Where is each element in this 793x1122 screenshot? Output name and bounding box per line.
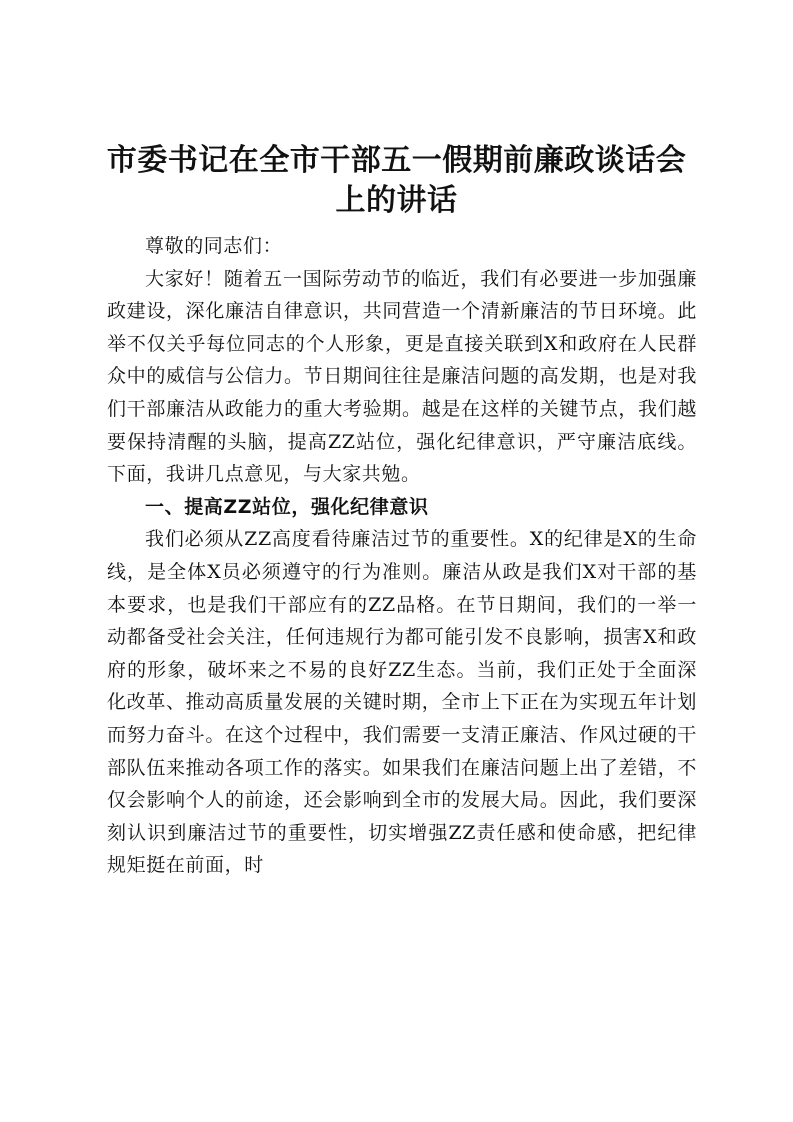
section-heading: 一、提高ZZ站位，强化纪律意识 xyxy=(145,495,429,518)
section-paragraph: 我们必须从ZZ高度看待廉洁过节的重要性。X的纪律是X的生命线，是全体X员必须遵守的行为准则。廉洁从政是我们X对干部的基本要求，也是我们干部应有的ZZ品格。在节日期间，我们的一举一动都备受社会关注，任何违规行为都可能引发不良影响，损害X和政府的形象，破坏来之不易的良好ZZ生态。当前，我们正处于全面深化改革、推动高质量发展的关键时期，全市上下正在为实现五年计划而努力奋斗。在这个过程中，我们需要一支清正廉洁、作风过硬的干部队伍来推动各项工作的落实。如果我们在廉洁问题上出了差错，不仅会影响个人的前途，还会影响到全市的发展大局。因此，我们要深刻认识到廉洁过节的重要性，切实增强ZZ责任感和使命感，把纪律规矩挺在前面，时 xyxy=(107,528,697,877)
document-title: 市委书记在全市干部五一假期前廉政谈话会上的讲话 xyxy=(106,143,687,218)
intro-paragraph: 大家好！随着五一国际劳动节的临近，我们有必要进一步加强廉政建设，深化廉洁自律意识，共同营造一个清新廉洁的节日环境。此举不仅关乎每位同志的个人形象，更是直接关联到X和政府在人民群众中的威信与公信力。节日期间往往是廉洁问题的高发期，也是对我们干部廉洁从政能力的重大考验期。越是在这样的关键节点，我们越要保持清醒的头脑，提高ZZ站位，强化纪律意识，严守廉洁底线。下面，我讲几点意见，与大家共勉。 xyxy=(107,267,697,486)
document-body xyxy=(107,230,697,882)
salutation: 尊敬的同志们： xyxy=(145,235,283,257)
